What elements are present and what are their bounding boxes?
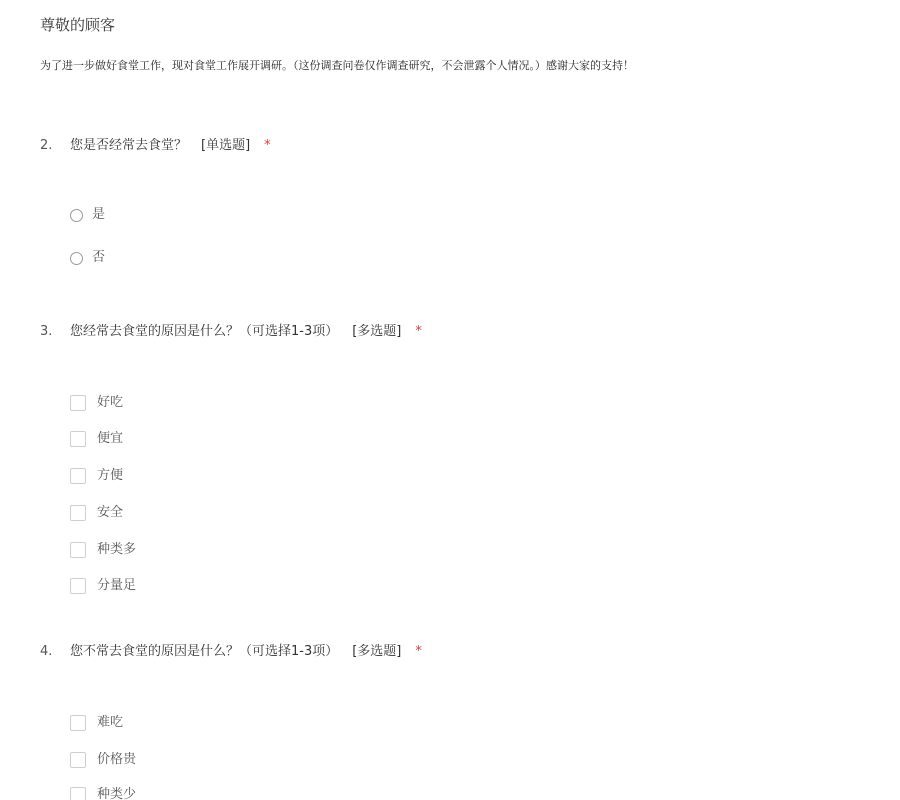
checkbox-option[interactable] xyxy=(70,430,123,448)
checkbox[interactable] xyxy=(70,468,86,484)
checkbox-option[interactable] xyxy=(70,751,136,769)
required-mark: * xyxy=(415,324,422,339)
checkbox-option[interactable] xyxy=(70,394,123,412)
radio-option[interactable] xyxy=(70,249,105,267)
checkbox[interactable] xyxy=(70,395,86,411)
checkbox-option[interactable] xyxy=(70,714,123,732)
radio-option[interactable] xyxy=(70,206,105,224)
checkbox[interactable] xyxy=(70,787,86,800)
required-mark: * xyxy=(415,644,422,659)
checkbox[interactable] xyxy=(70,578,86,594)
option-label: 否 xyxy=(92,250,106,265)
question-text: 您经常去食堂的原因是什么？（可选择1-3项） xyxy=(70,324,339,339)
option-label: 种类多 xyxy=(97,542,137,557)
option-label: 种类少 xyxy=(97,787,137,800)
checkbox-option[interactable] xyxy=(70,577,136,595)
radio-button[interactable] xyxy=(70,209,83,222)
option-label: 难吃 xyxy=(97,715,124,730)
option-label: 分量足 xyxy=(97,578,137,593)
survey-greeting: 尊敬的顾客 xyxy=(40,16,116,34)
question-text: 您不常去食堂的原因是什么？（可选择1-3项） xyxy=(70,644,339,659)
checkbox[interactable] xyxy=(70,431,86,447)
option-label: 方便 xyxy=(97,468,124,483)
checkbox[interactable] xyxy=(70,752,86,768)
checkbox[interactable] xyxy=(70,542,86,558)
checkbox-option[interactable] xyxy=(70,467,123,485)
question-type-label: [多选题] xyxy=(352,324,402,339)
question-4-title xyxy=(40,642,422,662)
checkbox-option[interactable] xyxy=(70,504,123,522)
option-label: 是 xyxy=(92,207,106,222)
checkbox[interactable] xyxy=(70,715,86,731)
question-number: 2. xyxy=(40,138,53,153)
radio-button[interactable] xyxy=(70,252,83,265)
survey-intro: 为了进一步做好食堂工作，现对食堂工作展开调研。（这份调查问卷仅作调查研究，不会泄露个人情况。）感谢大家的支持！ xyxy=(40,59,634,72)
checkbox[interactable] xyxy=(70,505,86,521)
checkbox-option[interactable] xyxy=(70,541,136,559)
question-2-title xyxy=(40,136,271,156)
question-3-title xyxy=(40,322,422,342)
option-label: 价格贵 xyxy=(97,752,137,767)
option-label: 安全 xyxy=(97,505,124,520)
option-label: 好吃 xyxy=(97,395,124,410)
question-type-label: [单选题] xyxy=(201,138,251,153)
question-text: 您是否经常去食堂？ xyxy=(70,138,188,153)
required-mark: * xyxy=(264,138,271,153)
option-label: 便宜 xyxy=(97,431,124,446)
question-type-label: [多选题] xyxy=(352,644,402,659)
checkbox-option[interactable] xyxy=(70,786,136,800)
question-number: 4. xyxy=(40,644,53,659)
question-number: 3. xyxy=(40,324,53,339)
